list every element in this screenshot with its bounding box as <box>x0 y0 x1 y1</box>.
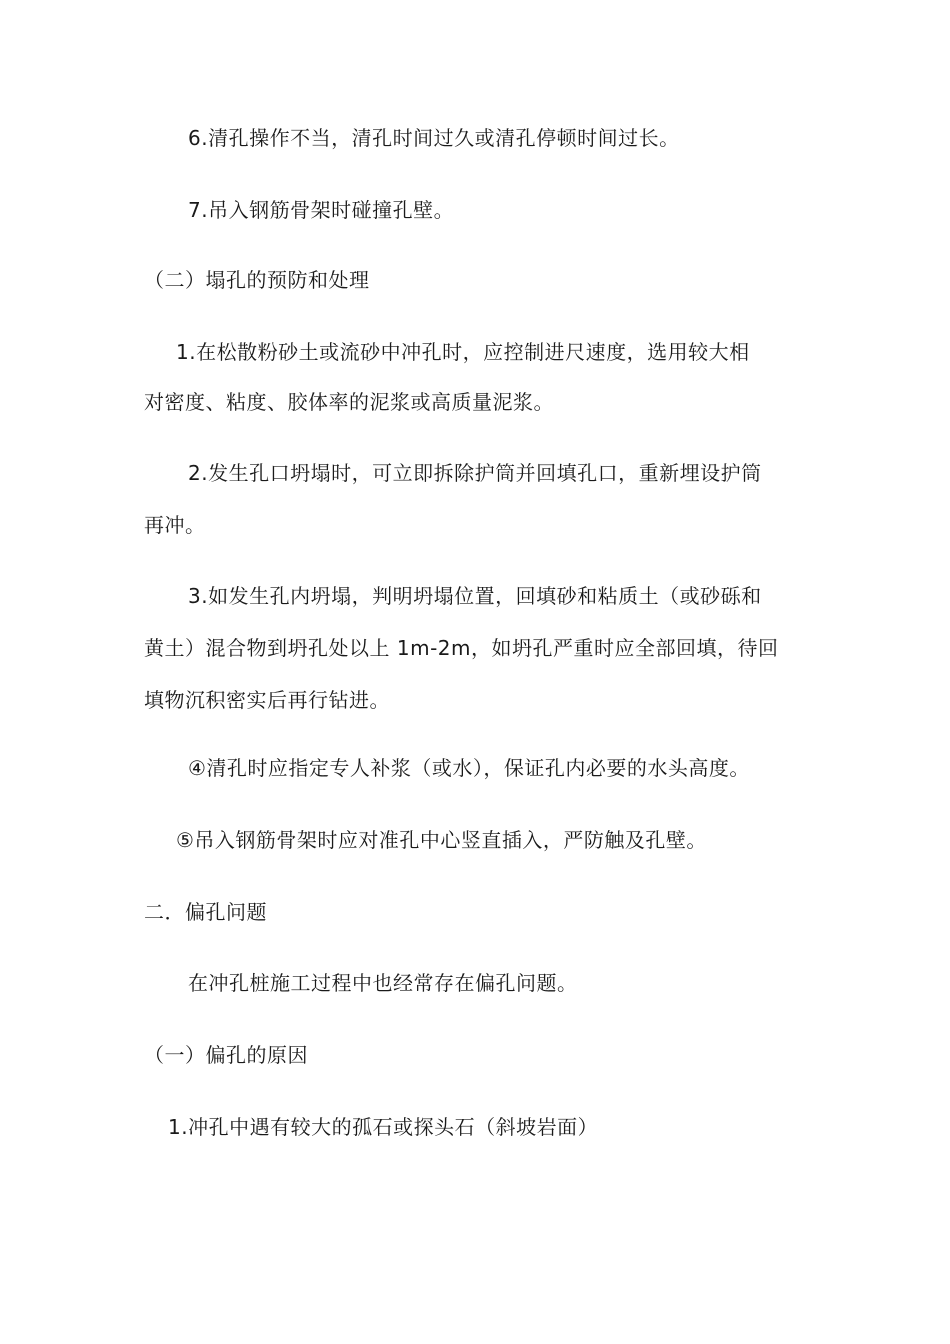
paragraph-7: 1.冲孔中遇有较大的孤石或探头石（斜坡岩面） <box>168 1115 599 1139</box>
section-heading-deviation: 二．偏孔问题 <box>144 900 267 924</box>
paragraph-4: ④清孔时应指定专人补浆（或水），保证孔内必要的水头高度。 <box>188 756 750 780</box>
section-heading-collapse-prevention: （二）塌孔的预防和处理 <box>144 268 370 292</box>
paragraph-3-line-3: 填物沉积密实后再行钻进。 <box>144 688 390 712</box>
paragraph-1-line-2: 对密度、粘度、胶体率的泥浆或高质量泥浆。 <box>144 390 554 414</box>
paragraph-5: ⑤吊入钢筋骨架时应对准孔中心竖直插入，严防触及孔壁。 <box>176 828 707 852</box>
paragraph-2 <box>144 461 812 537</box>
paragraph-1-line-1: 1.在松散粉砂土或流砂中冲孔时，应控制进尺速度，选用较大相 <box>176 340 750 364</box>
section-heading-deviation-causes: （一）偏孔的原因 <box>144 1043 308 1067</box>
paragraph-3-line-1: 3.如发生孔内坍塌，判明坍塌位置，回填砂和粘质土（或砂砾和 <box>188 584 762 608</box>
paragraph-2-line-2: 再冲。 <box>144 513 206 537</box>
paragraph-1 <box>144 340 812 414</box>
paragraph-3-line-2: 黄土）混合物到坍孔处以上 1m-2m，如坍孔严重时应全部回填，待回 <box>144 636 779 660</box>
list-item-6: 6.清孔操作不当，清孔时间过久或清孔停顿时间过长。 <box>188 126 680 150</box>
paragraph-2-line-1: 2.发生孔口坍塌时，可立即拆除护筒并回填孔口，重新埋设护筒 <box>188 461 762 485</box>
list-item-7: 7.吊入钢筋骨架时碰撞孔壁。 <box>188 198 455 222</box>
paragraph-6: 在冲孔桩施工过程中也经常存在偏孔问题。 <box>188 971 578 995</box>
paragraph-3 <box>144 584 812 712</box>
